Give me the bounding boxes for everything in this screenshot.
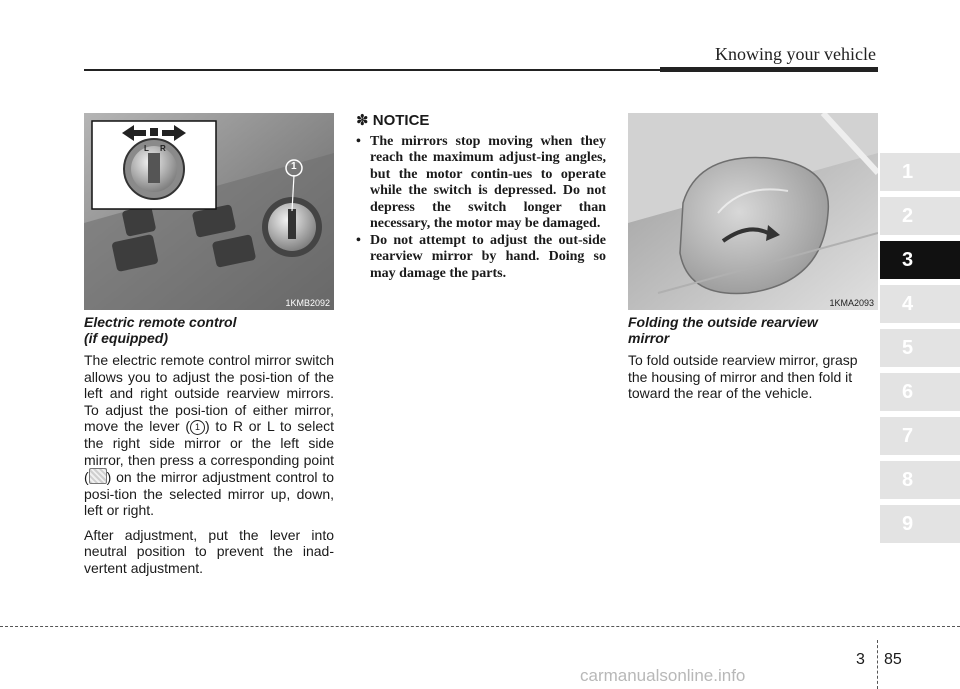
chapter-tab-4[interactable]: 4 [880, 285, 960, 323]
paragraph-text: ) on the mirror adjustment control to posi-tion the selected mirror up, down, left or right. [84, 469, 334, 518]
chapter-tab-2[interactable]: 2 [880, 197, 960, 235]
callout-number: 1 [291, 161, 297, 172]
notice-list [356, 134, 606, 283]
footer-divider [877, 640, 878, 689]
footer-rule [0, 626, 960, 627]
page-number: 85 [884, 651, 902, 668]
switch-label-r: R [160, 144, 166, 153]
paragraph: After adjustment, put the lever into neutral position to prevent the inad-vertent adjustment. [84, 526, 334, 576]
folding-mirror-photo [628, 113, 878, 310]
chapter-tab-8[interactable]: 8 [880, 461, 960, 499]
paragraph [84, 352, 334, 519]
paragraph: To fold outside rearview mirror, grasp the housing of mirror and then fold it toward the rear of the vehicle. [628, 352, 858, 401]
switch-label-l: L [144, 144, 149, 153]
chapter-tab-9[interactable]: 9 [880, 505, 960, 543]
notice-box [356, 113, 606, 282]
chapter-tabs [880, 153, 960, 549]
notice-item: • Do not attempt to adjust the out-side rearview mirror by hand. Doing so may damage the parts. [356, 233, 606, 283]
chapter-tab-1[interactable]: 1 [880, 153, 960, 191]
watermark: carmanualsonline.info [580, 666, 746, 685]
image-code-right: 1KMA2093 [829, 298, 874, 308]
notice-item: • The mirrors stop moving when they reach the maximum adjust-ing angles, but the motor contin-ues to operate while the switch is depressed. Do not depress the switch longer than necessary, the motor may be damaged. [356, 134, 606, 233]
running-header: Knowing your vehicle [715, 44, 876, 64]
section-heading: Electric remote control (if equipped) [84, 314, 237, 346]
circled-number: 1 [190, 420, 205, 435]
mirror-switch-photo [84, 113, 334, 310]
page-chapter: 3 [856, 651, 865, 668]
section-heading: Folding the outside rearview mirror [628, 314, 818, 346]
notice-title: ✽ NOTICE [356, 112, 430, 129]
folding-mirror-section [628, 314, 878, 410]
header-rule-accent [660, 67, 878, 72]
chapter-tab-3[interactable]: 3 [880, 241, 960, 279]
folding-mirror-illustration [628, 113, 878, 310]
mirror-switch-illustration [84, 113, 334, 310]
adjustment-point-icon [89, 468, 107, 484]
chapter-tab-7[interactable]: 7 [880, 417, 960, 455]
chapter-tab-5[interactable]: 5 [880, 329, 960, 367]
paragraph-text: ) to R or L to select the right side mirror or the left side mirror, then press a corresponding point ( [84, 418, 334, 485]
image-code-left: 1KMB2092 [285, 298, 330, 308]
chapter-tab-6[interactable]: 6 [880, 373, 960, 411]
remote-control-section [84, 314, 334, 584]
paragraph-text: The electric remote control mirror switch allows you to adjust the posi-tion of the left and right outside rearview mirrors. To adjust the posi-tion of either mirror, move the lever ( [84, 352, 334, 434]
